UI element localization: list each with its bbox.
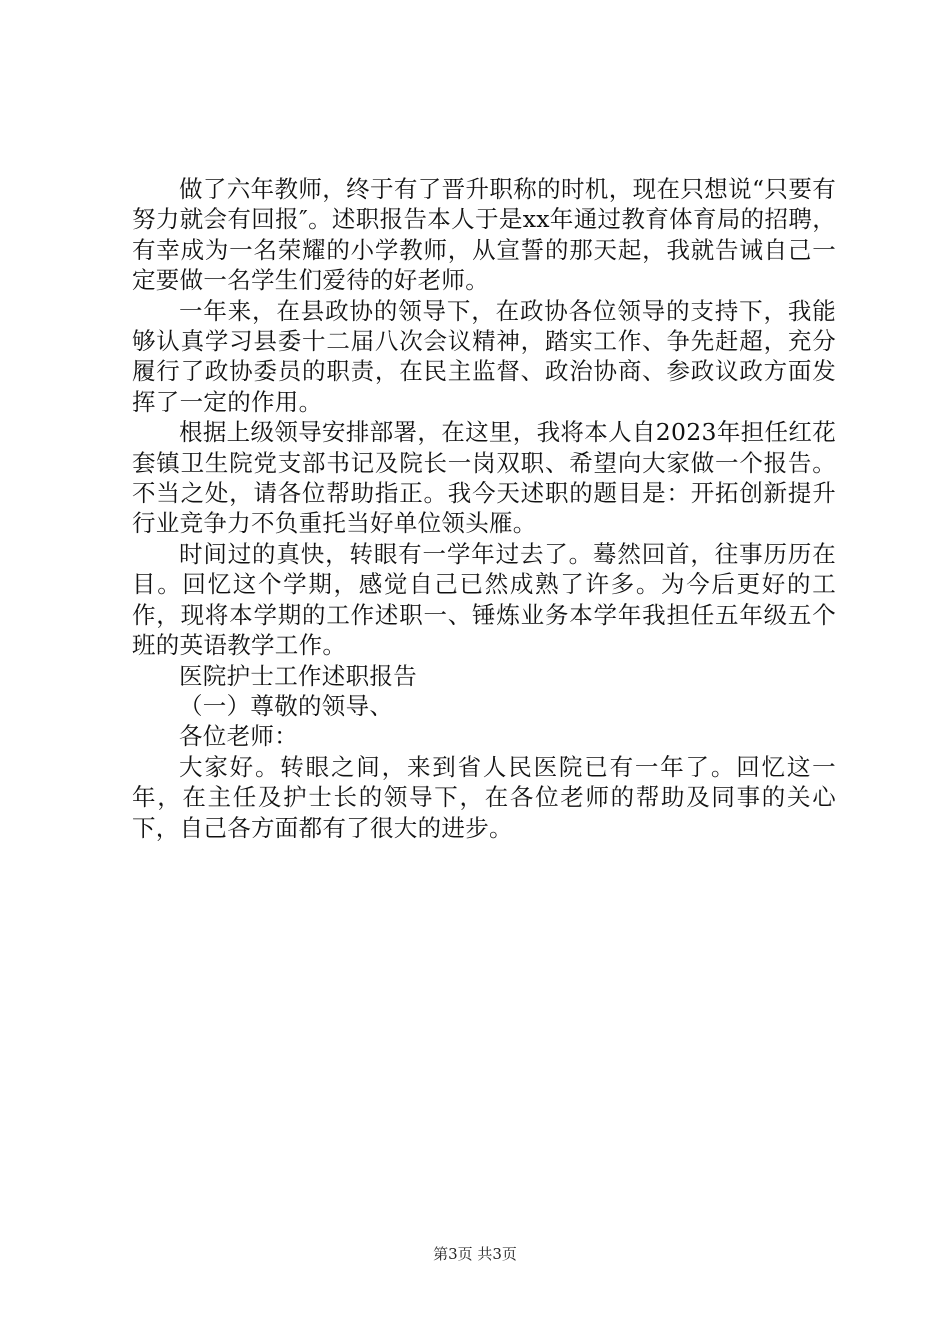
document-body xyxy=(132,174,836,843)
page-number: 第3页 共3页 xyxy=(433,1245,517,1263)
section-heading: 医院护士工作述职报告 xyxy=(179,661,417,690)
page-footer xyxy=(0,1244,950,1264)
salutation-line-2: 各位老师： xyxy=(179,722,298,751)
salutation-line-1: （一）尊敬的领导、 xyxy=(179,691,394,720)
paragraph-2: 一年来，在县政协的领导下，在政协各位领导的支持下，我能够认真学习县委十二届八次会议精神，踏实工作、争先赶超，充分履行了政协委员的职责，在民主监督、政治协商、参政议政方面发挥了一定的作用。 xyxy=(132,296,836,416)
paragraph-1: 做了六年教师，终于有了晋升职称的时机，现在只想说“只要有努力就会有回报″。述职报告本人于是xx年通过教育体育局的招聘，有幸成为一名荣耀的小学教师，从宣誓的那天起，我就告诫自己一定要做一名学生们爱待的好老师。 xyxy=(132,175,836,295)
paragraph-4: 时间过的真快，转眼有一学年过去了。蓦然回首，往事历历在目。回忆这个学期，感觉自己已然成熟了许多。为今后更好的工作，现将本学期的工作述职一、锤炼业务本学年我担任五年级五个班的英语教学工作。 xyxy=(132,539,836,660)
paragraph-5: 大家好。转眼之间，来到省人民医院已有一年了。回忆这一年，在主任及护士长的领导下，在各位老师的帮助及同事的关心下，自己各方面都有了很大的进步。 xyxy=(132,752,836,842)
paragraph-3: 根据上级领导安排部署，在这里，我将本人自2023年担任红花套镇卫生院党支部书记及院长一岗双职、希望向大家做一个报告。不当之处，请各位帮助指正。我今天述职的题目是：开拓创新提升行业竞争力不负重托当好单位领头雁。 xyxy=(132,418,836,538)
